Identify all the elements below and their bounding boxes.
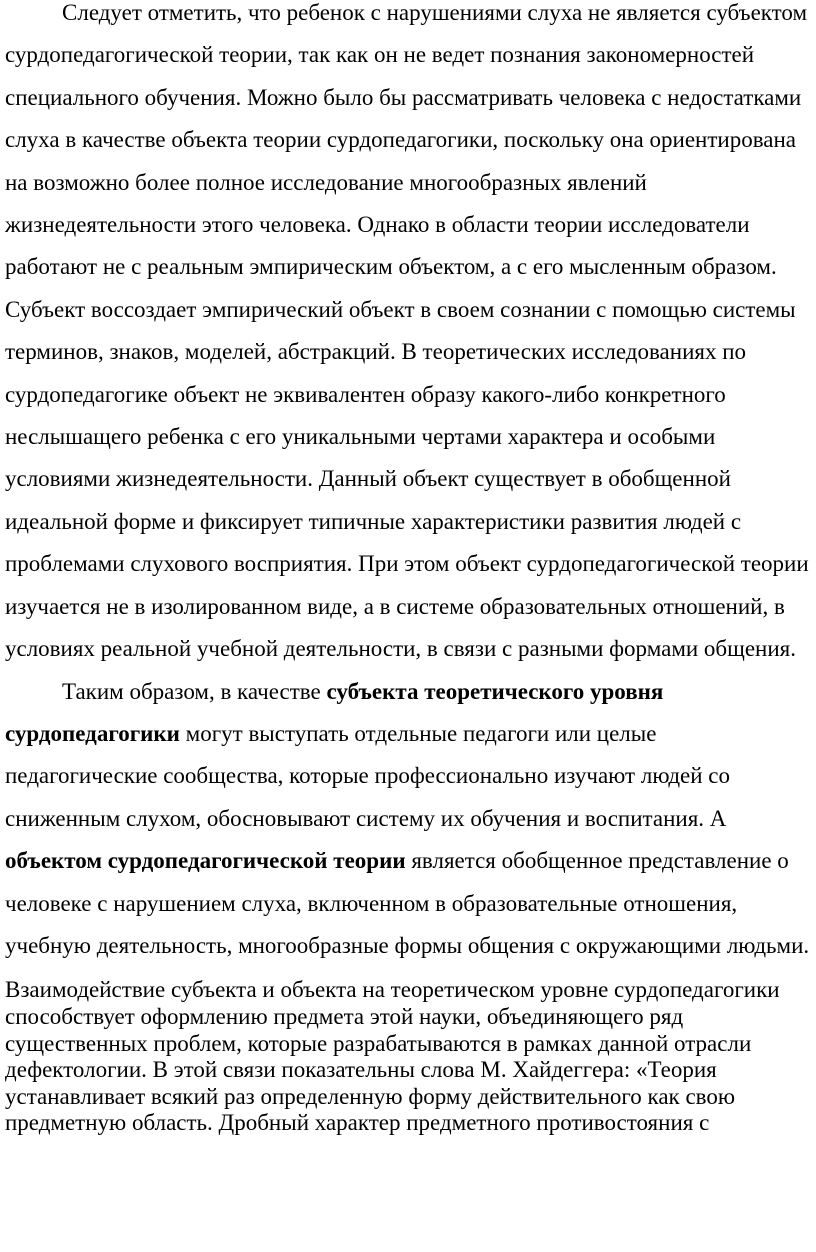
paragraph-interaction [5,967,811,1137]
paragraph-theoretical-level [5,671,811,968]
paragraph-1-text: Следует отметить, что ребенок с нарушениями слуха не является субъектом сурдопедагогической теории, так как он не ведет познания закономерностей специального обучения. Можно было бы рассматривать человека с недостатками слуха в качестве объекта теории сурдопедагогики, поскольку она ориентирована на возможно более полное исследование многообразных явлений жизнедеятельности этого человека. Однако в области теории исследователи работают не с реальным эмпирическим объектом, а с его мысленным образом. Субъект воссоздает эмпирический объект в своем сознании с помощью системы терминов, знаков, моделей, абстракций. В теоретических исследованиях по сурдопедагогике объект не эквивалентен образу какого-либо конкретного неслышащего ребенка с его уникальными чертами характера и особыми условиями жизнедеятельности. Данный объект существует в обобщенной идеальной форме и фиксирует типичные характеристики развития людей с проблемами слухового восприятия. При этом объект сурдопедагогической теории изучается не в изолированном виде, а в системе образовательных отношений, в условиях реальной учебной деятельности, в связи с разными формами общения. [5,0,809,662]
paragraph-2-text-middle: могут выступать отдельные педагоги или целые педагогические сообщества, которые профессионально изучают людей со сниженным слухом, обосновывают систему их обучения и воспитания. А [5,720,731,831]
paragraph-subject-object [5,0,811,671]
paragraph-3-text: Взаимодействие субъекта и объекта на теоретическом уровне сурдопедагогики способствует оформлению предмета этой науки, объединяющего ряд существенных проблем, которые разрабатываются в рамках данной отрасли дефектологии. В этой связи показательны слова М. Хайдеггера: «Теория устанавливает всякий раз определенную форму действительного как свою предметную область. Дробный характер предметного противостояния с [5,977,780,1136]
paragraph-2-text-end: является обобщенное представление о человеке с нарушением слуха, включенном в образовательные отношения, учебную деятельность, многообразные формы общения с окружающими людьми. [5,848,810,958]
bold-term-object: объектом сурдопедагогической теории [5,848,406,874]
document-page [5,0,811,1137]
bold-term-subject: субъекта теоретического уровня сурдопедагогики [5,678,664,746]
paragraph-2-text-start: Таким образом, в качестве [62,678,327,704]
